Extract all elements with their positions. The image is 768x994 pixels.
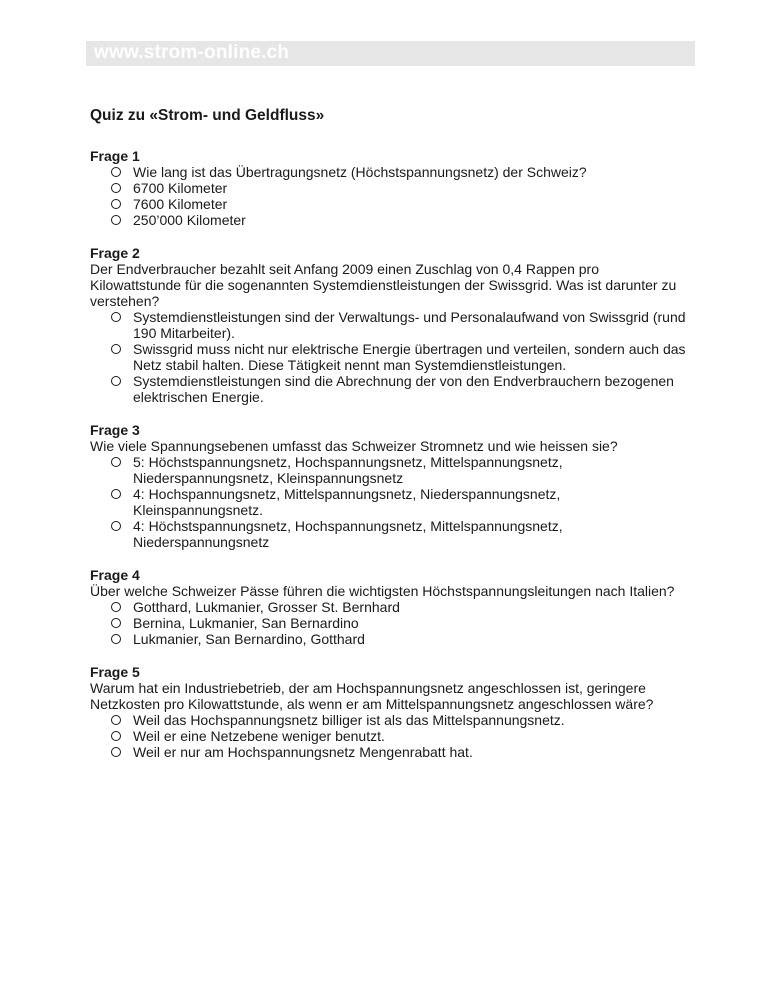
quiz-content (90, 107, 690, 777)
radio-circle-icon[interactable] (111, 715, 121, 725)
radio-circle-icon[interactable] (111, 215, 121, 225)
question-label: Frage 1 (90, 148, 140, 164)
answer-option[interactable]: Bernina, Lukmanier, San Bernardino (90, 615, 690, 631)
question-text: Wie viele Spannungsebenen umfasst das Schweizer Stromnetz und wie heissen sie? (90, 438, 618, 454)
question-label: Frage 5 (90, 664, 140, 680)
answer-option[interactable]: 250’000 Kilometer (90, 212, 690, 228)
answer-options (90, 454, 690, 550)
question-2 (90, 245, 690, 405)
answer-options (90, 712, 690, 760)
answer-option[interactable]: 7600 Kilometer (90, 196, 690, 212)
answer-option[interactable]: Systemdienstleistungen sind der Verwaltungs- und Personalaufwand von Swissgrid (rund 190 Mitarbeiter). (90, 309, 690, 341)
answer-options (90, 599, 690, 647)
radio-circle-icon[interactable] (111, 602, 121, 612)
radio-circle-icon[interactable] (111, 634, 121, 644)
answer-option[interactable]: Weil er nur am Hochspannungsnetz Mengenrabatt hat. (90, 744, 690, 760)
question-label: Frage 3 (90, 422, 140, 438)
answer-option[interactable]: Weil er eine Netzebene weniger benutzt. (90, 728, 690, 744)
answer-option[interactable]: Lukmanier, San Bernardino, Gotthard (90, 631, 690, 647)
answer-option[interactable]: 4: Hochspannungsnetz, Mittelspannungsnetz, Niederspannungsnetz, Kleinspannungsnetz. (90, 486, 690, 518)
answer-option[interactable]: 6700 Kilometer (90, 180, 690, 196)
radio-circle-icon[interactable] (111, 731, 121, 741)
site-url: www.strom-online.ch (94, 42, 290, 63)
answer-option[interactable]: 4: Höchstspannungsnetz, Hochspannungsnetz, Mittelspannungsnetz, Niederspannungsnetz (90, 518, 690, 550)
radio-circle-icon[interactable] (111, 489, 121, 499)
radio-circle-icon[interactable] (111, 312, 121, 322)
question-text: Der Endverbraucher bezahlt seit Anfang 2009 einen Zuschlag von 0,4 Rappen pro Kilowattstunde für die sogenannten Systemdienstleistungen der Swissgrid. Was ist darunter zu verstehen? (90, 261, 677, 309)
answer-option[interactable]: Gotthard, Lukmanier, Grosser St. Bernhard (90, 599, 690, 615)
page-title: Quiz zu «Strom- und Geldfluss» (90, 107, 325, 124)
answer-option[interactable]: Systemdienstleistungen sind die Abrechnung der von den Endverbrauchern bezogenen elektrischen Energie. (90, 373, 690, 405)
radio-circle-icon[interactable] (111, 344, 121, 354)
answer-options (90, 309, 690, 405)
site-header-bar (86, 41, 695, 66)
answer-option[interactable]: 5: Höchstspannungsnetz, Hochspannungsnetz, Mittelspannungsnetz, Niederspannungsnetz, Kleinspannungsnetz (90, 454, 690, 486)
radio-circle-icon[interactable] (111, 457, 121, 467)
question-label: Frage 2 (90, 245, 140, 261)
radio-circle-icon[interactable] (111, 747, 121, 757)
question-1 (90, 148, 690, 228)
question-5 (90, 664, 690, 760)
radio-circle-icon[interactable] (111, 199, 121, 209)
answer-option[interactable]: Wie lang ist das Übertragungsnetz (Höchstspannungsnetz) der Schweiz? (90, 164, 690, 180)
answer-options (90, 164, 690, 228)
question-text: Über welche Schweizer Pässe führen die wichtigsten Höchstspannungsleitungen nach Italien? (90, 583, 675, 599)
question-text: Warum hat ein Industriebetrieb, der am Hochspannungsnetz angeschlossen ist, geringere Netzkosten pro Kilowattstunde, als wenn er am Mittelspannungsnetz angeschlossen wäre? (90, 680, 654, 712)
answer-option[interactable]: Weil das Hochspannungsnetz billiger ist als das Mittelspannungsnetz. (90, 712, 690, 728)
question-4 (90, 567, 690, 647)
answer-option[interactable]: Swissgrid muss nicht nur elektrische Energie übertragen und verteilen, sondern auch das Netz stabil halten. Diese Tätigkeit nennt man Systemdienstleistungen. (90, 341, 690, 373)
radio-circle-icon[interactable] (111, 167, 121, 177)
radio-circle-icon[interactable] (111, 183, 121, 193)
radio-circle-icon[interactable] (111, 376, 121, 386)
radio-circle-icon[interactable] (111, 521, 121, 531)
radio-circle-icon[interactable] (111, 618, 121, 628)
question-3 (90, 422, 690, 550)
question-label: Frage 4 (90, 567, 140, 583)
